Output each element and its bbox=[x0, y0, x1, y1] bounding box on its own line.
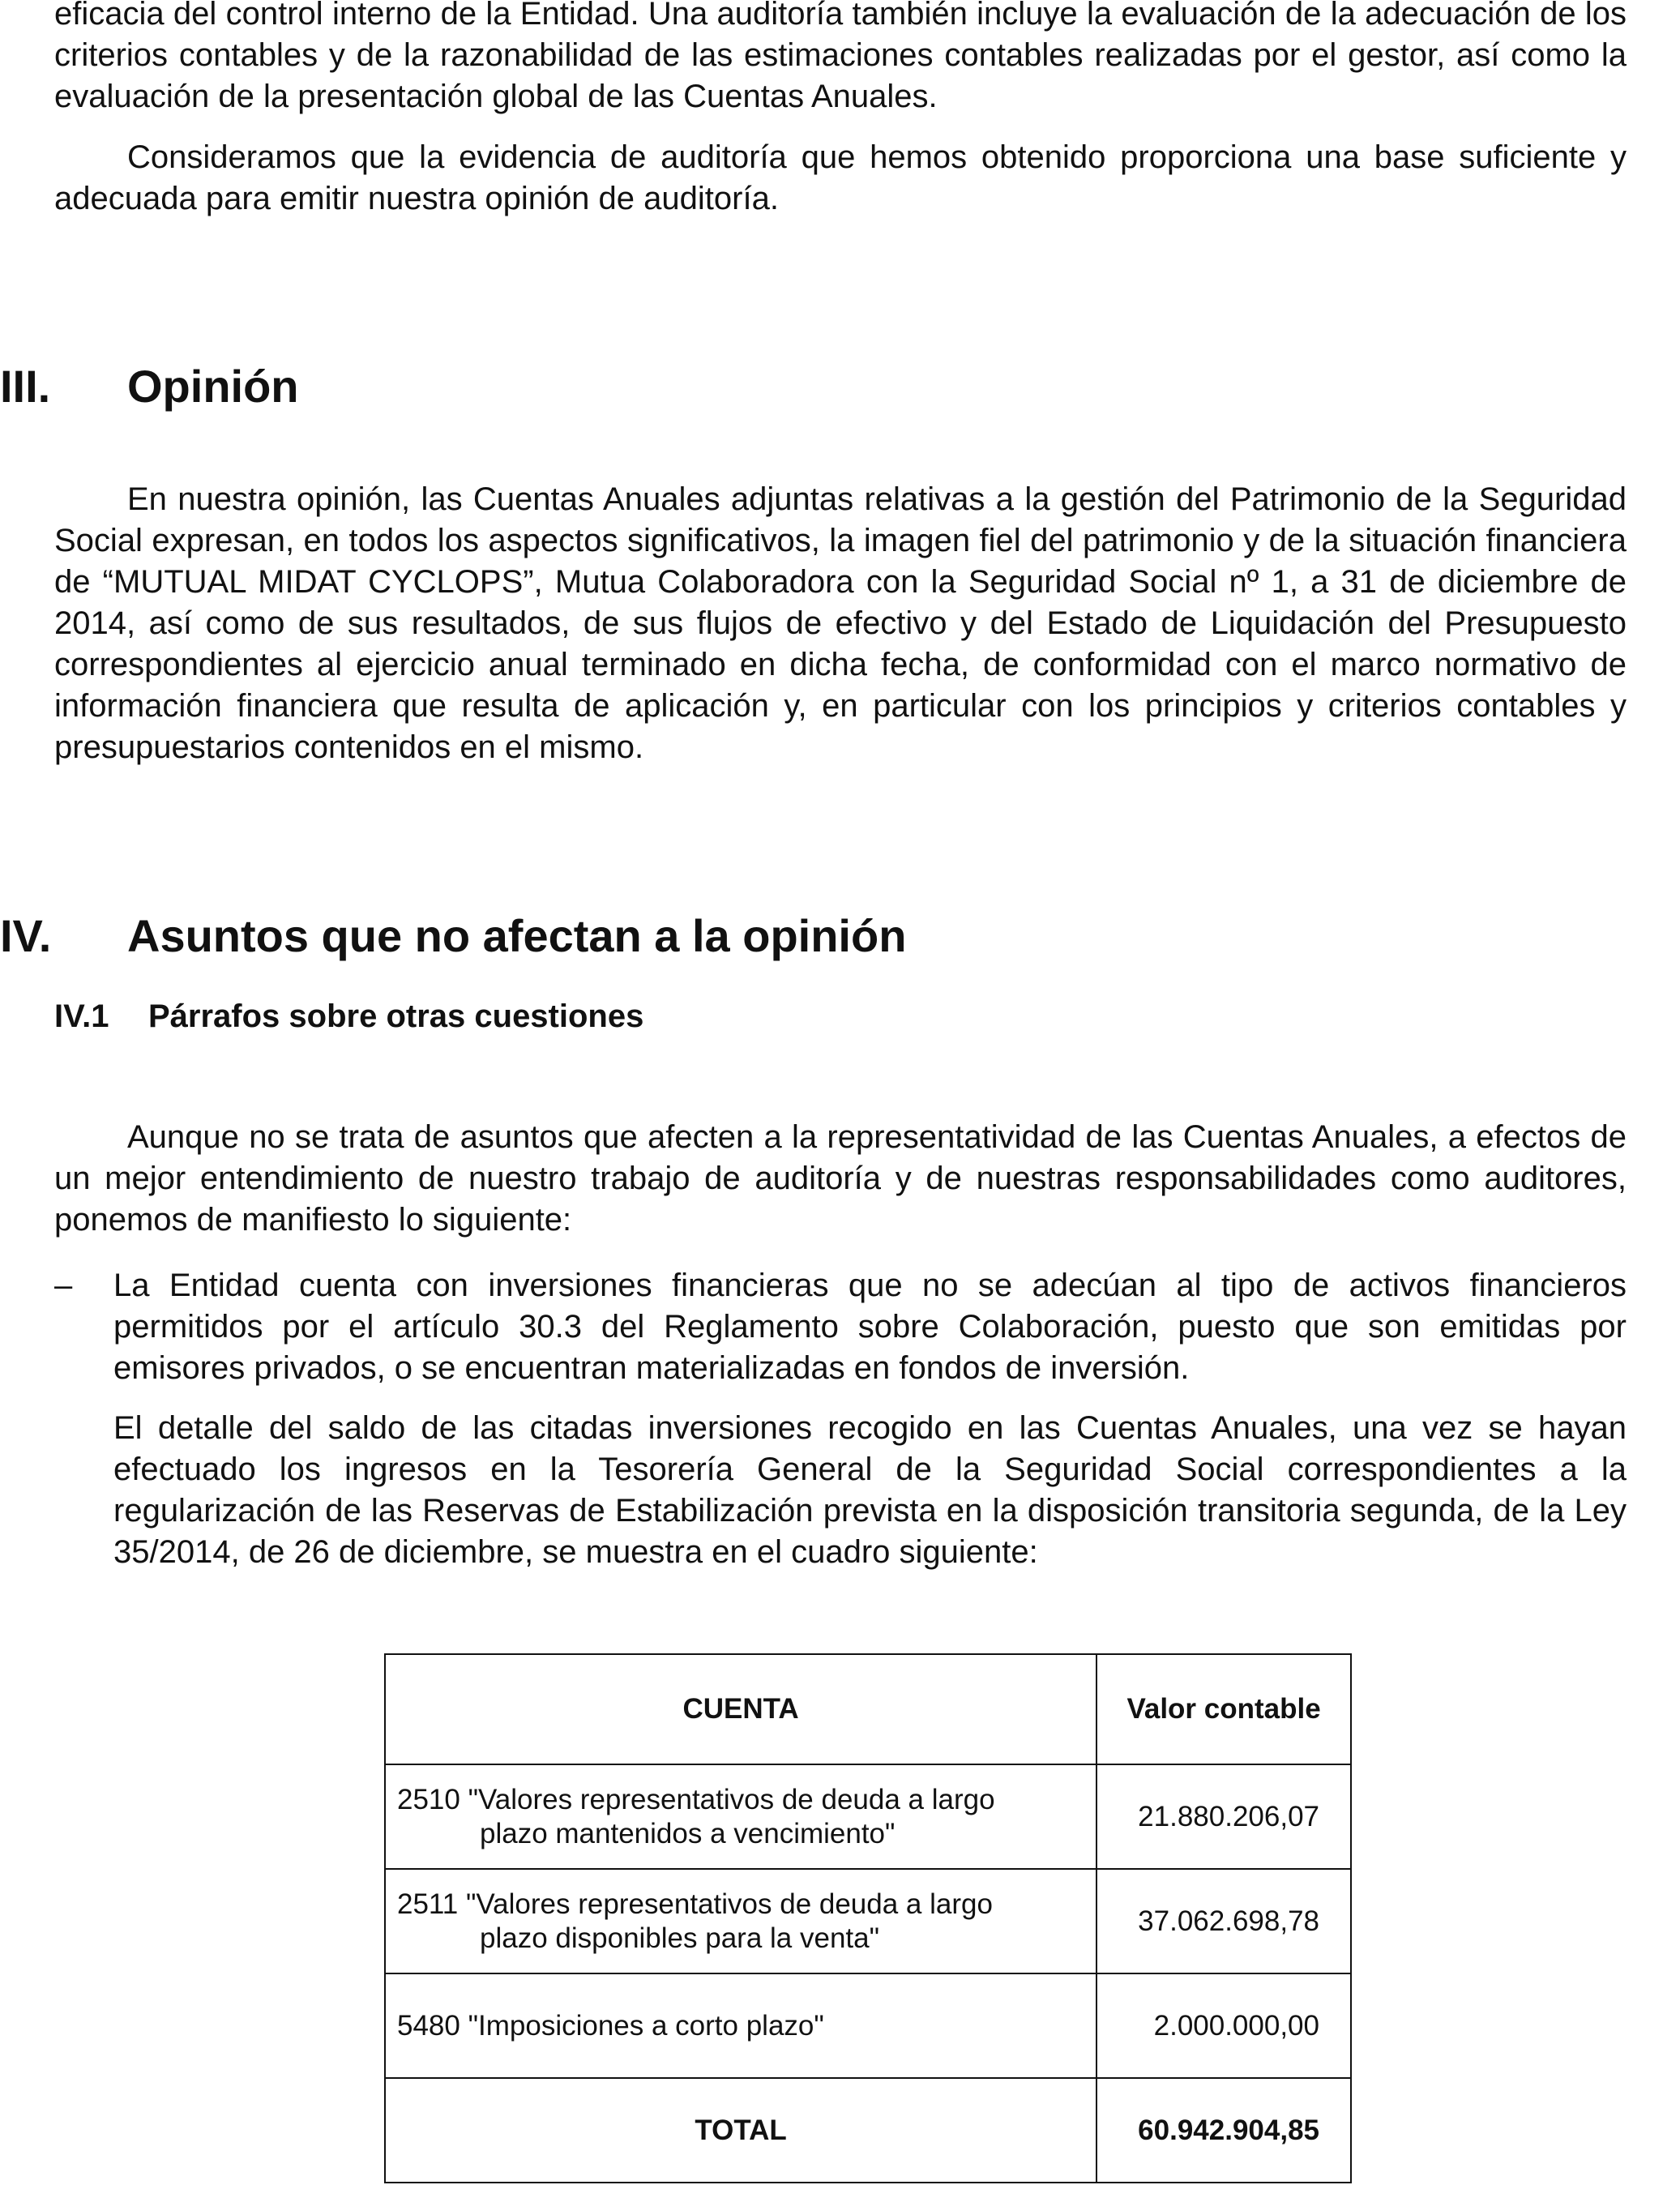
bullet-item-investments: La Entidad cuenta con inversiones financieras que no se adecúan al tipo de activos financieros permitidos por el artículo 30.3 del Reglamento sobre Colaboración, puesto que son emitidas por emisores privados, o se encuentran materializadas en fondos de inversión. bbox=[113, 1268, 1627, 1386]
table-row bbox=[385, 1764, 1351, 1869]
subsection-number: IV.1 bbox=[54, 998, 109, 1034]
value-cell: 37.062.698,78 bbox=[1096, 1869, 1351, 1973]
account-cell bbox=[385, 1764, 1096, 1869]
account-name-line: 2511 "Valores representativos de deuda a largo bbox=[397, 1888, 993, 1920]
section-number-iv: IV. bbox=[0, 910, 52, 961]
account-name-line: 2510 "Valores representativos de deuda a largo bbox=[397, 1783, 995, 1815]
account-cell bbox=[385, 1869, 1096, 1973]
paragraph-other-matters-intro: Aunque no se trata de asuntos que afecten a la representatividad de las Cuentas Anuales, a efectos de un mejor entendimiento de nuestro trabajo de auditoría y de nuestras responsabilidades como auditores, ponemos de manifiesto lo siguiente: bbox=[54, 1119, 1627, 1238]
table-header-value: Valor contable bbox=[1096, 1654, 1351, 1764]
table-header-row bbox=[385, 1654, 1351, 1764]
paragraph-opinion: En nuestra opinión, las Cuentas Anuales adjuntas relativas a la gestión del Patrimonio de la Seguridad Social expresan, en todos los aspectos significativos, la imagen fiel del patrimonio y de la situación financiera de “MUTUAL MIDAT CYCLOPS”, Mutua Colaboradora con la Seguridad Social nº 1, a 31 de diciembre de 2014, así como de sus resultados, de sus flujos de efectivo y del Estado de Liquidación del Presupuesto correspondientes al ejercicio anual terminado en dicha fecha, de conformidad con el marco normativo de información financiera que resulta de aplicación y, en particular con los principios y criterios contables y presupuestarios contenidos en el mismo. bbox=[54, 481, 1627, 765]
value-cell: 2.000.000,00 bbox=[1096, 1973, 1351, 2078]
table-header-account: CUENTA bbox=[385, 1654, 1096, 1764]
paragraph-investment-detail: El detalle del saldo de las citadas inversiones recogido en las Cuentas Anuales, una vez se hayan efectuado los ingresos en la Tesorería General de la Seguridad Social correspondientes a la regularización de las Reservas de Estabilización prevista en la disposición transitoria segunda, de la Ley 35/2014, de 26 de diciembre, se muestra en el cuadro siguiente: bbox=[113, 1410, 1627, 1570]
paragraph-evidence: Consideramos que la evidencia de auditoría que hemos obtenido proporciona una base suficiente y adecuada para emitir nuestra opinión de auditoría. bbox=[54, 139, 1627, 216]
value-cell: 21.880.206,07 bbox=[1096, 1764, 1351, 1869]
account-name-line: plazo mantenidos a vencimiento" bbox=[480, 1817, 896, 1849]
section-number-iii: III. bbox=[0, 361, 51, 412]
section-number-box bbox=[0, 361, 53, 413]
section-title-other-matters: Asuntos que no afectan a la opinión bbox=[127, 910, 907, 961]
paragraph-intro-continuation: eficacia del control interno de la Entidad. Una auditoría también incluye la evaluación de la adecuación de los criterios contables y de la razonabilidad de las estimaciones contables realizadas por el gestor, así como la evaluación de la presentación global de las Cuentas Anuales. bbox=[54, 0, 1627, 114]
total-value: 60.942.904,85 bbox=[1096, 2078, 1351, 2183]
account-cell bbox=[385, 1973, 1096, 2078]
total-label: TOTAL bbox=[385, 2078, 1096, 2183]
investments-table bbox=[384, 1653, 1352, 2183]
table-row bbox=[385, 1973, 1351, 2078]
subsection-title: Párrafos sobre otras cuestiones bbox=[148, 998, 644, 1034]
bullet-dash: – bbox=[54, 1268, 73, 1303]
account-name-line: plazo disponibles para la venta" bbox=[480, 1922, 880, 1954]
subsection-heading bbox=[54, 996, 643, 1037]
table-total-row bbox=[385, 2078, 1351, 2183]
table-row bbox=[385, 1869, 1351, 1973]
section-number-box bbox=[0, 910, 53, 962]
section-title-opinion: Opinión bbox=[127, 361, 299, 412]
account-name-line: 5480 "Imposiciones a corto plazo" bbox=[397, 2009, 824, 2042]
